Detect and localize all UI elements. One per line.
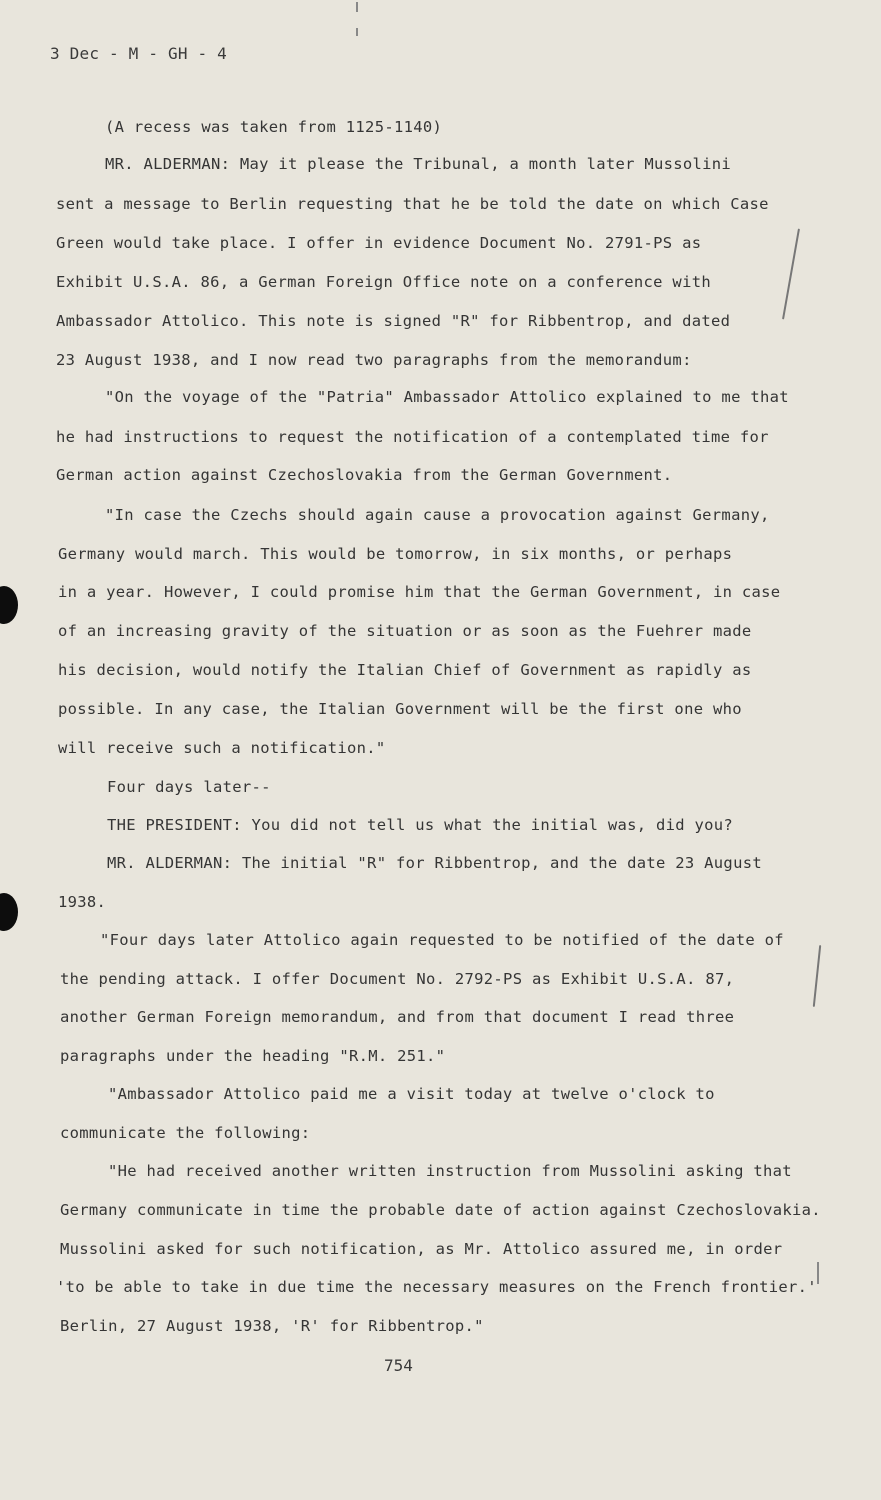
margin-pencil-mark [813, 945, 821, 1007]
crease-mark [356, 2, 358, 12]
text-line: "In case the Czechs should again cause a provocation against Germany, [105, 506, 770, 524]
text-line: of an increasing gravity of the situation or as soon as the Fuehrer made [58, 622, 752, 640]
text-line: Germany would march. This would be tomorrow, in six months, or perhaps [58, 545, 733, 563]
text-line: in a year. However, I could promise him that the German Government, in case [58, 583, 781, 601]
text-line: communicate the following: [60, 1124, 311, 1142]
text-line: "He had received another written instruction from Mussolini asking that [108, 1162, 792, 1180]
text-line: 23 August 1938, and I now read two paragraphs from the memorandum: [56, 351, 692, 369]
text-line: 1938. [58, 893, 107, 911]
punch-hole [0, 586, 18, 624]
text-line: another German Foreign memorandum, and from that document I read three [60, 1008, 735, 1026]
text-line: sent a message to Berlin requesting that he be told the date on which Case [56, 195, 769, 213]
crease-mark [817, 1262, 819, 1284]
punch-hole [0, 893, 18, 931]
text-line: Green would take place. I offer in evidence Document No. 2791-PS as [56, 234, 702, 252]
text-line: Four days later-- [107, 778, 271, 796]
page-number: 754 [384, 1356, 413, 1375]
text-line: the pending attack. I offer Document No. 2792-PS as Exhibit U.S.A. 87, [60, 970, 735, 988]
text-line: Ambassador Attolico. This note is signed "R" for Ribbentrop, and dated [56, 312, 731, 330]
text-line: Exhibit U.S.A. 86, a German Foreign Office note on a conference with [56, 273, 711, 291]
text-line: (A recess was taken from 1125-1140) [105, 118, 443, 136]
text-line: Berlin, 27 August 1938, 'R' for Ribbentrop." [60, 1317, 484, 1335]
text-line: his decision, would notify the Italian Chief of Government as rapidly as [58, 661, 752, 679]
text-line: 'to be able to take in due time the necessary measures on the French frontier.' [56, 1278, 817, 1296]
text-line: MR. ALDERMAN: The initial "R" for Ribbentrop, and the date 23 August [107, 854, 762, 872]
crease-mark [356, 28, 358, 36]
text-line: possible. In any case, the Italian Government will be the first one who [58, 700, 742, 718]
text-line: paragraphs under the heading "R.M. 251." [60, 1047, 446, 1065]
text-line: THE PRESIDENT: You did not tell us what the initial was, did you? [107, 816, 734, 834]
text-line: Mussolini asked for such notification, as Mr. Attolico assured me, in order [60, 1240, 783, 1258]
document-header: 3 Dec - M - GH - 4 [50, 44, 227, 63]
text-line: he had instructions to request the notification of a contemplated time for [56, 428, 769, 446]
text-line: will receive such a notification." [58, 739, 386, 757]
text-line: "Ambassador Attolico paid me a visit today at twelve o'clock to [108, 1085, 715, 1103]
text-line: "On the voyage of the "Patria" Ambassador Attolico explained to me that [105, 388, 789, 406]
text-line: Germany communicate in time the probable date of action against Czechoslovakia. [60, 1201, 821, 1219]
text-line: MR. ALDERMAN: May it please the Tribunal, a month later Mussolini [105, 155, 732, 173]
text-line: German action against Czechoslovakia from the German Government. [56, 466, 673, 484]
text-line: "Four days later Attolico again requested to be notified of the date of [100, 931, 784, 949]
margin-pencil-mark [782, 229, 800, 320]
